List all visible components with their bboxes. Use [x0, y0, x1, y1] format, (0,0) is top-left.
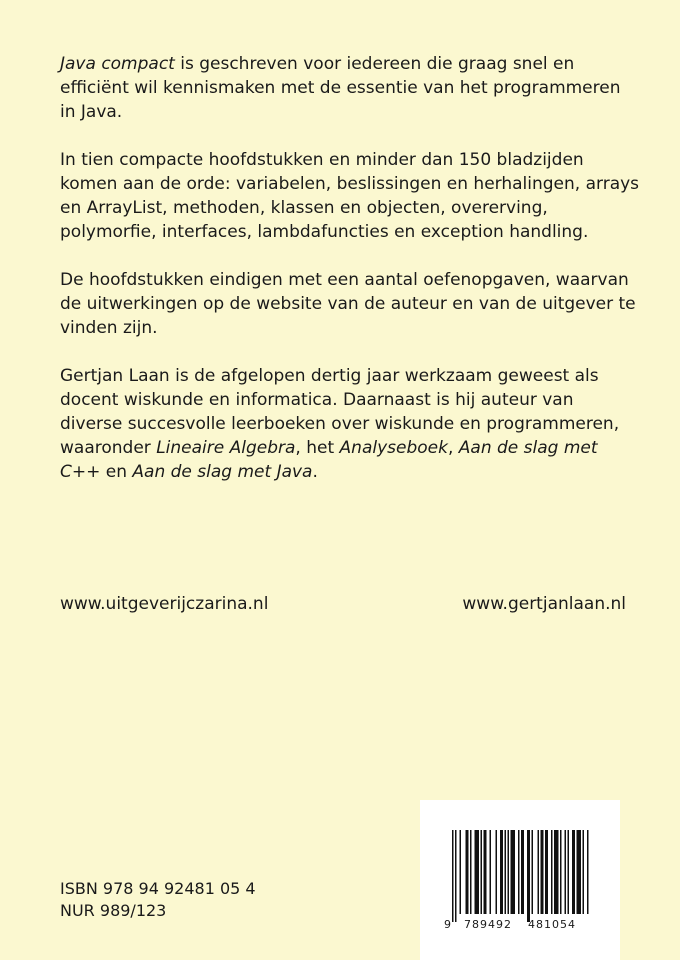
barcode-bar [466, 830, 469, 914]
publication-meta [60, 878, 256, 922]
barcode-bar [527, 830, 530, 922]
barcode-bar [577, 830, 582, 914]
barcode-bar [500, 830, 503, 914]
book-lineaire-algebra: Lineaire Algebra [156, 438, 296, 458]
barcode-bar [452, 830, 454, 922]
exercises-paragraph: De hoofdstukken eindigen met een aantal oefenopgaven, waarvan de uitwerkingen op de website van de auteur en van de uitgever te vinden zijn. [60, 270, 636, 338]
separator-text: , [447, 438, 459, 458]
isbn-text: ISBN 978 94 92481 05 4 [60, 879, 256, 898]
barcode-bar [481, 830, 483, 914]
barcode-first-digit: 9 [444, 918, 452, 931]
barcode-bar [505, 830, 507, 914]
barcode-bar [568, 830, 570, 914]
barcode-bar [554, 830, 559, 914]
contents-paragraph: In tien compacte hoofdstukken en minder dan 150 bladzijden komen aan de orde: variabelen, beslissingen en herhalingen, arrays en ArrayList, methoden, klassen en objecten, overerving, polymorfie, interfaces, lambdafuncties en exception handling. [60, 150, 640, 242]
barcode-icon [450, 830, 590, 922]
separator-text: en [100, 462, 133, 482]
period-text: . [312, 462, 318, 482]
book-title: Java compact [60, 54, 175, 74]
barcode-bar [572, 830, 575, 914]
barcode-bar [484, 830, 487, 914]
barcode-bar [490, 830, 492, 914]
barcode-bar [508, 830, 510, 914]
barcode-bar [541, 830, 544, 914]
barcode-bar [532, 830, 534, 914]
author-bio-text: Gertjan Laan is de afgelopen dertig jaar werkzaam geweest als docent wiskunde en informatica. Daarnaast is hij auteur van diverse succesvolle leerboeken over wiskunde en programmeren, waaronder [60, 366, 620, 458]
barcode-bar [475, 830, 480, 914]
barcode-right-digits: 481054 [528, 918, 576, 931]
barcode-panel [420, 800, 620, 960]
barcode-bar [560, 830, 562, 914]
barcode-bar [583, 830, 585, 914]
intro-paragraph [60, 52, 640, 124]
barcode-bar [511, 830, 516, 914]
author-paragraph [60, 364, 640, 484]
back-cover-blurb [60, 52, 640, 508]
barcode-bar [565, 830, 567, 914]
barcode-bar [521, 830, 524, 914]
intro-text: is geschreven voor iedereen die graag snel en efficiënt wil kennismaken met de essentie van het programmeren in Java. [60, 54, 621, 122]
book-analyseboek: Analyseboek [339, 438, 448, 458]
barcode-bar [470, 830, 472, 914]
barcode-left-digits: 789492 [464, 918, 512, 931]
barcode-bar [518, 830, 520, 914]
barcode-bar [545, 830, 548, 914]
book-aan-de-slag-cpp: Aan de slag met C++ [60, 438, 598, 482]
barcode-bar [538, 830, 540, 914]
barcode-bar [587, 830, 589, 914]
separator-text: , het [295, 438, 340, 458]
barcode-bar [460, 830, 462, 914]
publisher-url[interactable]: www.uitgeverijczarina.nl [60, 594, 269, 614]
barcode-bar [496, 830, 498, 914]
book-aan-de-slag-java: Aan de slag met Java [132, 462, 313, 482]
nur-text: NUR 989/123 [60, 901, 167, 920]
author-url[interactable]: www.gertjanlaan.nl [462, 594, 626, 614]
barcode-bar [551, 830, 553, 914]
barcode-bar [455, 830, 457, 922]
